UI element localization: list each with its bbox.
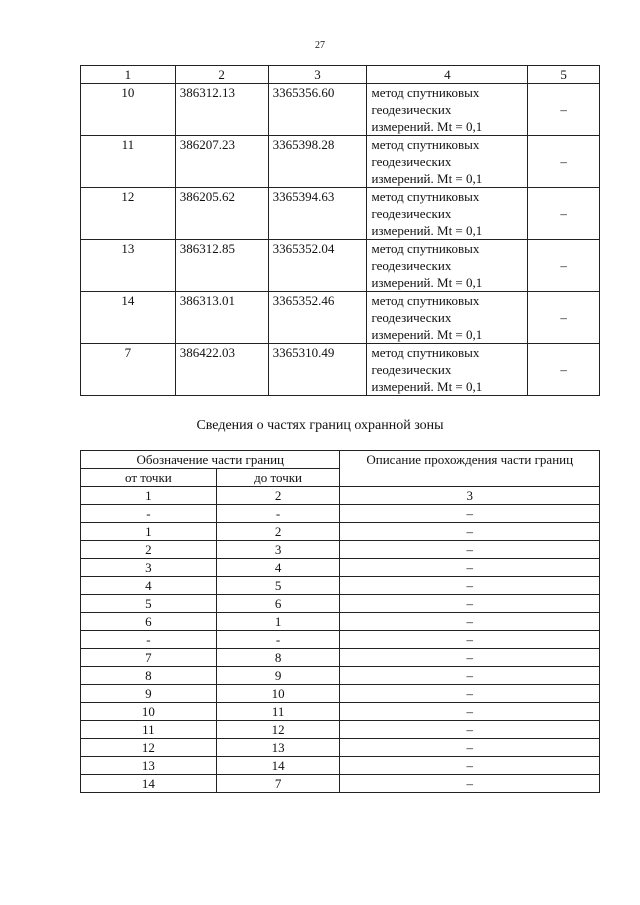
- method-cell: [367, 188, 528, 240]
- from-point: 5: [81, 595, 217, 613]
- from-point: 1: [81, 523, 217, 541]
- coordinate-y: 3365352.04: [268, 240, 367, 292]
- header-boundary-designation: Обозначение части границ: [81, 451, 340, 469]
- table-row: [81, 649, 600, 667]
- table-row: [81, 559, 600, 577]
- table-row: [81, 631, 600, 649]
- table-row: [81, 757, 600, 775]
- method-line: измерений. Mt = 0,1: [371, 327, 483, 342]
- point-number: 14: [81, 292, 176, 344]
- coordinate-x: 386312.13: [175, 84, 268, 136]
- table-row: [81, 188, 600, 240]
- method-cell: [367, 292, 528, 344]
- from-point: 7: [81, 649, 217, 667]
- method-line: измерений. Mt = 0,1: [371, 171, 483, 186]
- method-line: геодезических: [371, 154, 452, 169]
- note: –: [528, 136, 600, 188]
- to-point: 2: [216, 523, 340, 541]
- table-row: [81, 667, 600, 685]
- description: –: [340, 667, 600, 685]
- description: –: [340, 739, 600, 757]
- description: –: [340, 649, 600, 667]
- method-line: измерений. Mt = 0,1: [371, 379, 483, 394]
- column-number-3: 3: [340, 487, 600, 505]
- table-row: [81, 84, 600, 136]
- from-point: 4: [81, 577, 217, 595]
- from-point: 3: [81, 559, 217, 577]
- note: –: [528, 240, 600, 292]
- coordinate-x: 386313.01: [175, 292, 268, 344]
- point-number: 11: [81, 136, 176, 188]
- to-point: 7: [216, 775, 340, 793]
- boundary-parts-table: [80, 450, 600, 793]
- method-line: измерений. Mt = 0,1: [371, 223, 483, 238]
- description: –: [340, 505, 600, 523]
- to-point: 14: [216, 757, 340, 775]
- column-number-1: 1: [81, 487, 217, 505]
- page-number: 27: [315, 40, 325, 51]
- method-line: геодезических: [371, 258, 452, 273]
- table-row: [81, 685, 600, 703]
- to-point: -: [216, 631, 340, 649]
- coordinate-y: 3365352.46: [268, 292, 367, 344]
- method-line: метод спутниковых: [371, 137, 480, 152]
- to-point: 1: [216, 613, 340, 631]
- to-point: 5: [216, 577, 340, 595]
- table-row: [81, 541, 600, 559]
- method-cell: [367, 84, 528, 136]
- method-line: метод спутниковых: [371, 345, 480, 360]
- coordinate-x: 386207.23: [175, 136, 268, 188]
- coordinate-y: 3365356.60: [268, 84, 367, 136]
- method-line: измерений. Mt = 0,1: [371, 119, 483, 134]
- coordinate-x: 386422.03: [175, 344, 268, 396]
- to-point: 10: [216, 685, 340, 703]
- table-row: [81, 344, 600, 396]
- table-row: [81, 136, 600, 188]
- to-point: 9: [216, 667, 340, 685]
- description: –: [340, 613, 600, 631]
- to-point: 11: [216, 703, 340, 721]
- note: –: [528, 292, 600, 344]
- to-point: 12: [216, 721, 340, 739]
- description: –: [340, 703, 600, 721]
- description: –: [340, 757, 600, 775]
- from-point: -: [81, 505, 217, 523]
- table-row: [81, 775, 600, 793]
- table-row: [81, 721, 600, 739]
- method-line: геодезических: [371, 362, 452, 377]
- method-line: метод спутниковых: [371, 293, 480, 308]
- column-number-2: 2: [175, 66, 268, 84]
- column-number-5: 5: [528, 66, 600, 84]
- from-point: 6: [81, 613, 217, 631]
- coordinate-y: 3365398.28: [268, 136, 367, 188]
- method-cell: [367, 136, 528, 188]
- to-point: 13: [216, 739, 340, 757]
- from-point: -: [81, 631, 217, 649]
- to-point: -: [216, 505, 340, 523]
- from-point: 11: [81, 721, 217, 739]
- description: –: [340, 721, 600, 739]
- column-numbers-row: [81, 487, 600, 505]
- point-number: 7: [81, 344, 176, 396]
- method-line: метод спутниковых: [371, 189, 480, 204]
- method-line: геодезических: [371, 310, 452, 325]
- method-line: метод спутниковых: [371, 241, 480, 256]
- method-cell: [367, 240, 528, 292]
- table-row: [81, 739, 600, 757]
- table-row: [81, 703, 600, 721]
- table-row: [81, 240, 600, 292]
- section-title: Сведения о частях границ охранной зоны: [196, 418, 444, 433]
- header-from-point: от точки: [81, 469, 217, 487]
- coordinate-y: 3365310.49: [268, 344, 367, 396]
- from-point: 13: [81, 757, 217, 775]
- method-line: геодезических: [371, 206, 452, 221]
- from-point: 10: [81, 703, 217, 721]
- description: –: [340, 577, 600, 595]
- table-row: [81, 577, 600, 595]
- to-point: 3: [216, 541, 340, 559]
- from-point: 9: [81, 685, 217, 703]
- table-row: [81, 505, 600, 523]
- description: –: [340, 685, 600, 703]
- method-cell: [367, 344, 528, 396]
- from-point: 14: [81, 775, 217, 793]
- method-line: измерений. Mt = 0,1: [371, 275, 483, 290]
- header-to-point: до точки: [216, 469, 340, 487]
- coordinates-table: [80, 65, 600, 396]
- description: –: [340, 631, 600, 649]
- description: –: [340, 541, 600, 559]
- note: –: [528, 344, 600, 396]
- coordinate-x: 386312.85: [175, 240, 268, 292]
- column-number-1: 1: [81, 66, 176, 84]
- note: –: [528, 84, 600, 136]
- point-number: 10: [81, 84, 176, 136]
- description: –: [340, 523, 600, 541]
- column-number-3: 3: [268, 66, 367, 84]
- from-point: 2: [81, 541, 217, 559]
- coordinate-y: 3365394.63: [268, 188, 367, 240]
- to-point: 8: [216, 649, 340, 667]
- note: –: [528, 188, 600, 240]
- description: –: [340, 775, 600, 793]
- description: –: [340, 559, 600, 577]
- table-row: [81, 613, 600, 631]
- coordinates-header-row: [81, 66, 600, 84]
- from-point: 12: [81, 739, 217, 757]
- to-point: 4: [216, 559, 340, 577]
- from-point: 8: [81, 667, 217, 685]
- column-number-2: 2: [216, 487, 340, 505]
- point-number: 12: [81, 188, 176, 240]
- description: –: [340, 595, 600, 613]
- table-row: [81, 595, 600, 613]
- coordinate-x: 386205.62: [175, 188, 268, 240]
- table-row: [81, 523, 600, 541]
- table-row: [81, 292, 600, 344]
- to-point: 6: [216, 595, 340, 613]
- method-line: метод спутниковых: [371, 85, 480, 100]
- method-line: геодезических: [371, 102, 452, 117]
- point-number: 13: [81, 240, 176, 292]
- header-description: Описание прохождения части границ: [340, 451, 600, 487]
- column-number-4: 4: [367, 66, 528, 84]
